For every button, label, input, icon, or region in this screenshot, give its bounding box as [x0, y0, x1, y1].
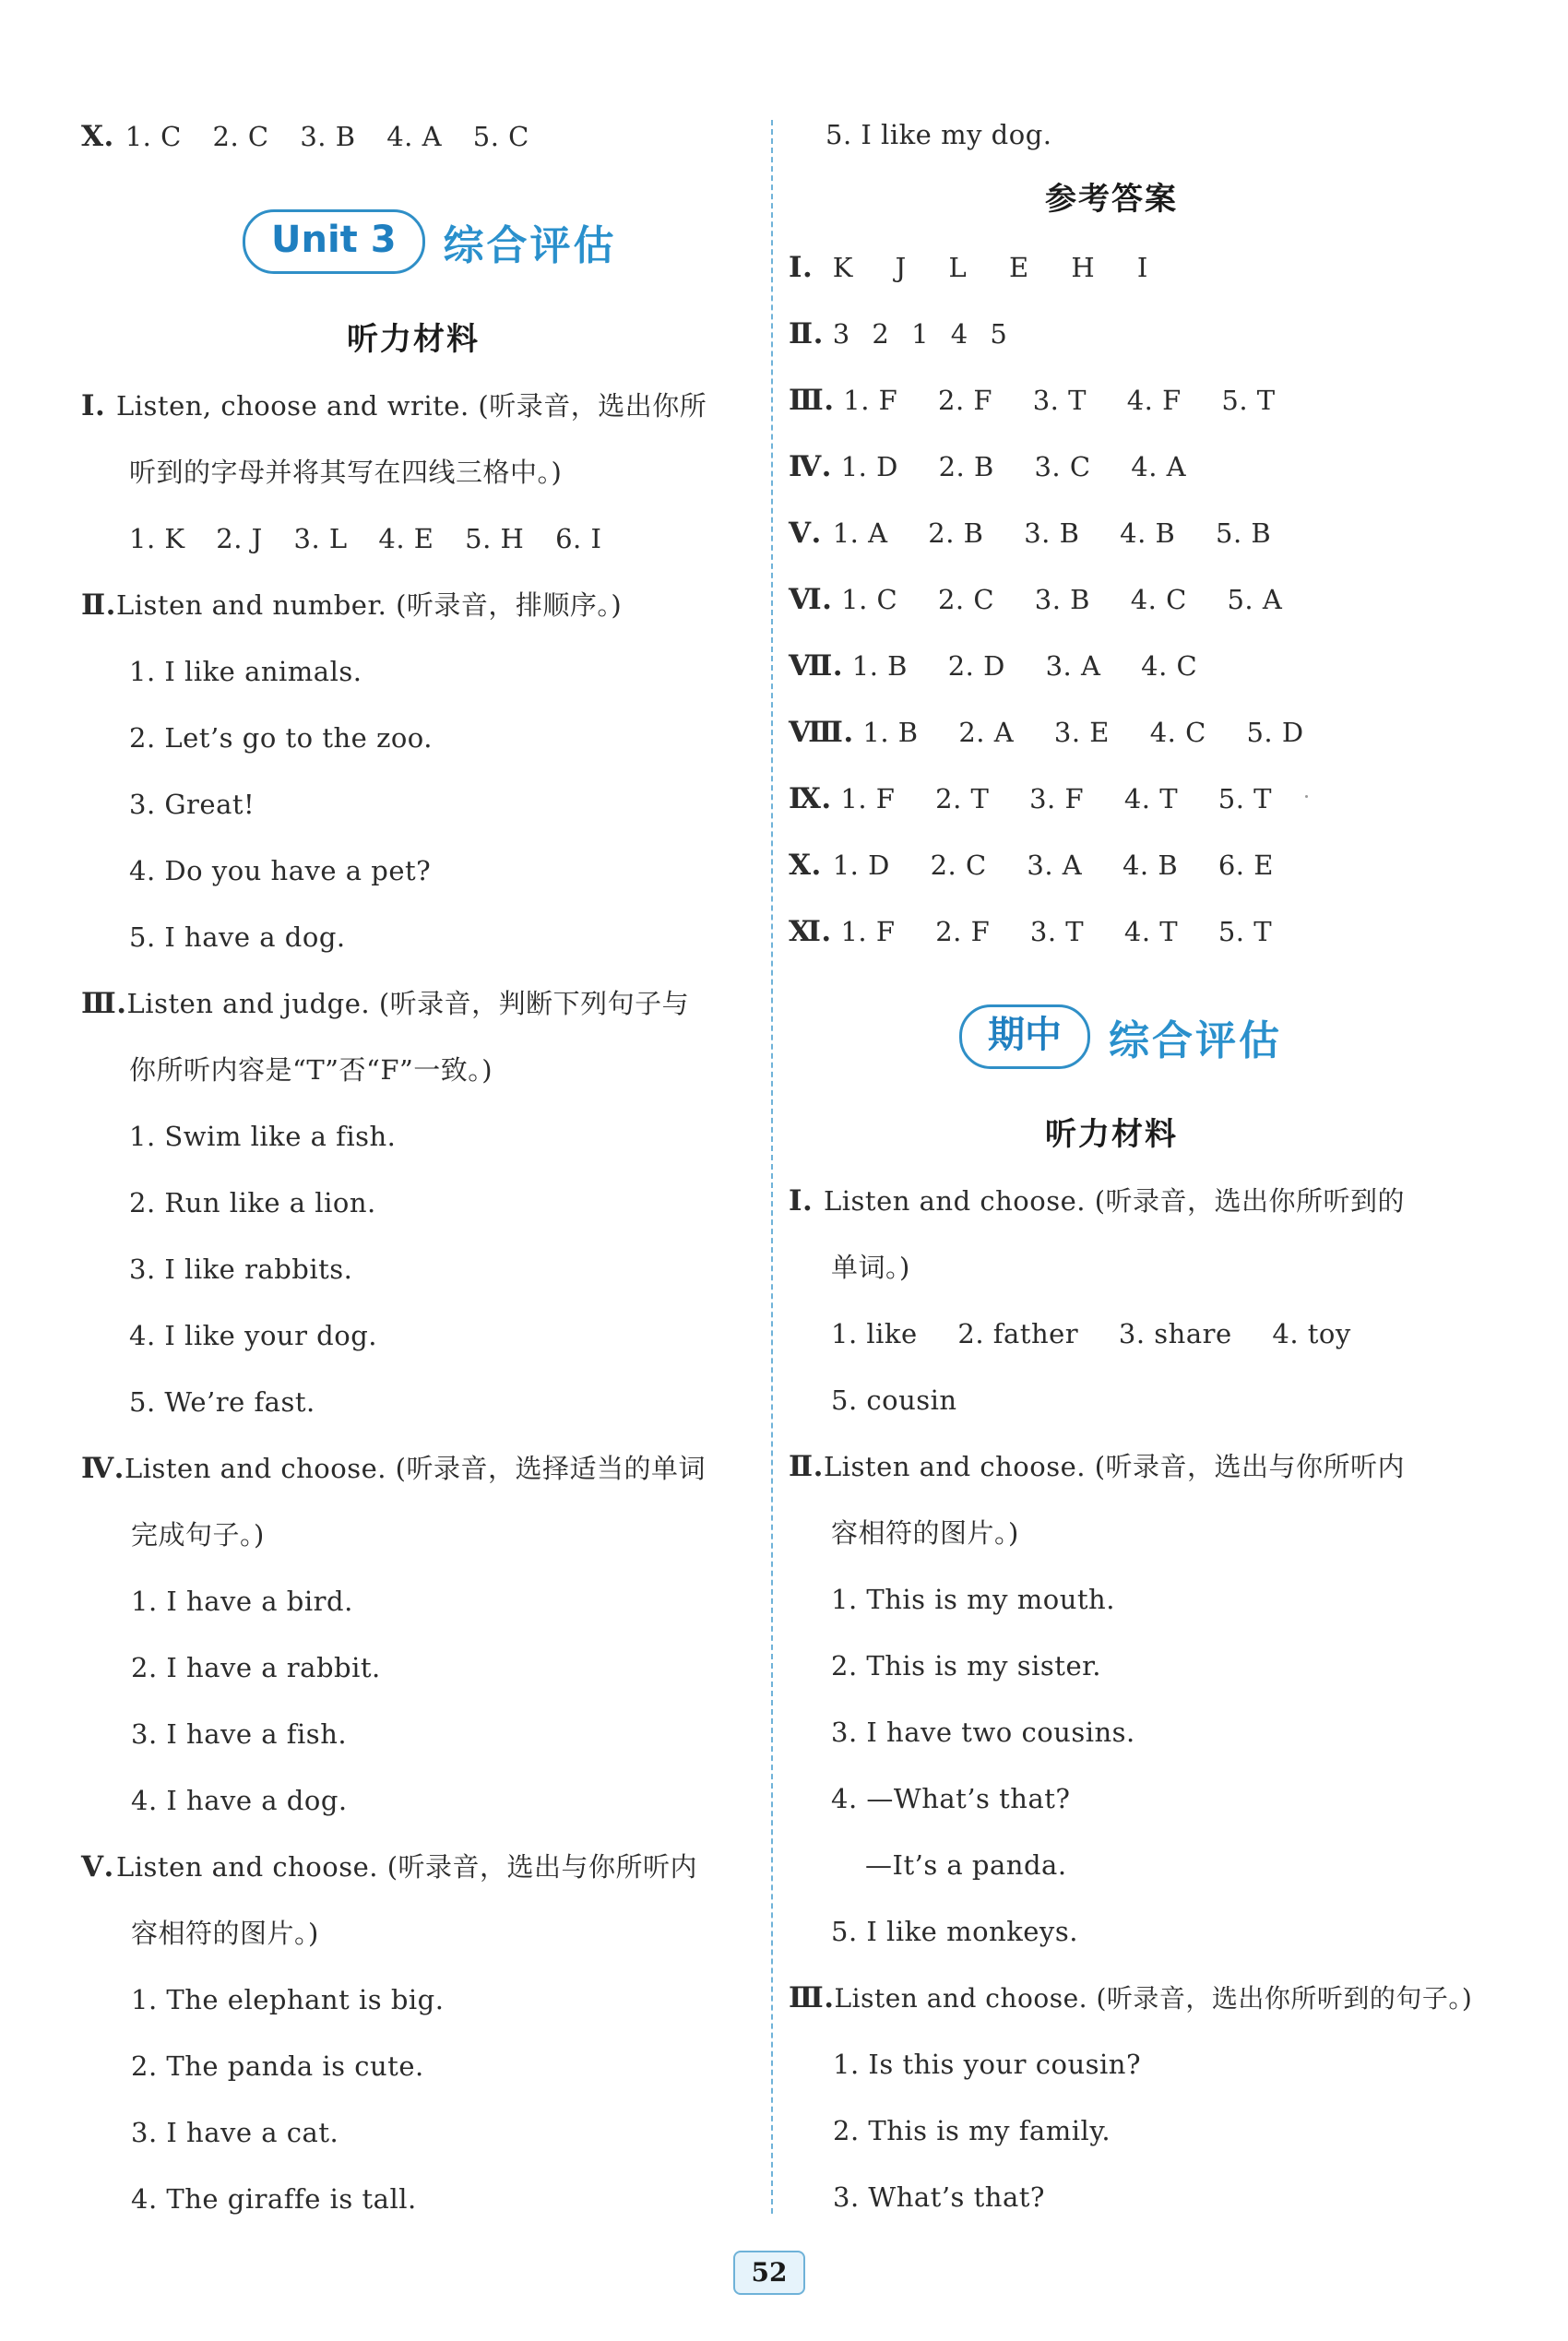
answer-item: 1. B [851, 650, 908, 682]
section-heading [789, 1972, 1472, 2024]
list-item: 2. Run like a lion. [129, 1187, 376, 1218]
page-number: 52 [733, 2251, 805, 2295]
instruction-text: 容相符的图片。) [831, 1517, 1019, 1549]
list-item: 5. I have a dog. [129, 921, 346, 953]
roman-numeral: Ⅱ. [789, 317, 824, 351]
roman-numeral: Ⅶ. [789, 649, 844, 683]
letter-row [129, 513, 624, 564]
roman-numeral: Ⅹ. [789, 849, 822, 882]
answer-item: 2. B [928, 517, 984, 549]
listening-heading: 听力材料 [347, 321, 480, 358]
answer-item: 3. B [1024, 517, 1080, 549]
list-item: 4. The giraffe is tall. [131, 2183, 417, 2215]
answer-item: 2. C [937, 584, 995, 615]
sequence-number: 5 [990, 318, 1008, 350]
answer-item: 2. B [938, 451, 994, 482]
list-item: 5. We’re fast. [129, 1386, 315, 1418]
section-heading [789, 1175, 1405, 1227]
list-item: 2. This is my sister. [831, 1650, 1102, 1681]
section-heading [81, 380, 707, 432]
instruction-text: Listen and choose. (听录音，选出你所听到的句子。) [834, 1983, 1473, 2014]
instruction-text: 完成句子。) [131, 1519, 265, 1551]
section-heading [789, 1441, 1405, 1492]
instruction-text: Listen and judge. (听录音，判断下列句子与 [126, 988, 690, 1019]
list-item: 3. I have a cat. [131, 2117, 339, 2148]
answer-row-7 [789, 640, 1229, 692]
answer-item: 6. I [555, 523, 602, 554]
list-item: 1. Swim like a fish. [129, 1121, 397, 1152]
section-heading [81, 1841, 697, 1893]
roman-numeral: Ⅳ. [789, 450, 832, 483]
list-item: 1. This is my mouth. [831, 1584, 1115, 1615]
answer-item: 4. E [378, 523, 434, 554]
answer-letter: K [832, 252, 853, 283]
roman-numeral: Ⅰ. [789, 251, 814, 284]
roman-numeral: Ⅲ. [789, 1981, 835, 2014]
answer-item: 1. A [832, 517, 888, 549]
list-item: 1. The elephant is big. [131, 1984, 445, 2015]
unit-pill: 期中 [959, 1004, 1090, 1069]
answer-item: 1. C [125, 121, 182, 152]
answer-item: 5. T [1218, 783, 1273, 814]
instruction-text: Listen, choose and write. (听录音，选出你所 [116, 390, 707, 422]
section-heading [81, 978, 689, 1029]
column-divider [771, 120, 773, 2214]
answer-item: 1. F [840, 783, 896, 814]
answer-item: 1. K [129, 523, 185, 554]
roman-numeral: Ⅴ. [789, 517, 822, 550]
answer-item: 4. F [1126, 385, 1182, 416]
answer-item: 3. share [1118, 1318, 1232, 1349]
instruction-text: 听到的字母并将其写在四线三格中。) [129, 457, 563, 488]
list-item: 3. I have two cousins. [831, 1717, 1135, 1748]
section-title: 综合评估 [443, 222, 617, 269]
answer-item: 1. C [841, 584, 898, 615]
answer-item: 2. C [212, 121, 269, 152]
answer-row-3 [789, 374, 1307, 426]
answer-item: 2. J [216, 523, 263, 554]
answer-item: 4. T [1123, 783, 1179, 814]
answer-row-9 [789, 773, 1303, 825]
instruction-text: Listen and choose. (听录音，选出你所听到的 [824, 1185, 1406, 1217]
roman-numeral: Ⅱ. [81, 588, 116, 622]
roman-numeral: Ⅵ. [789, 583, 833, 616]
list-item: 4. I like your dog. [129, 1320, 377, 1351]
answer-item: 3. F [1029, 783, 1085, 814]
list-item: 1. I like animals. [129, 656, 362, 687]
roman-numeral: Ⅷ. [789, 716, 854, 749]
answer-item: 2. F [935, 916, 991, 947]
answer-item: 4. B [1120, 517, 1176, 549]
section-title: 综合评估 [1109, 1017, 1282, 1064]
answer-item: 2. T [935, 783, 990, 814]
roman-numeral: Ⅸ. [789, 782, 832, 815]
list-item: 4. Do you have a pet? [129, 855, 432, 886]
list-item: 2. The panda is cute. [131, 2050, 424, 2082]
answer-item: 4. T [1123, 916, 1179, 947]
answer-item: 3. B [300, 121, 356, 152]
answer-row-10 [789, 839, 1305, 891]
answer-item: 4. C [1149, 717, 1206, 748]
answer-item: 4. A [1131, 451, 1187, 482]
answer-item: 2. C [930, 850, 987, 881]
instruction-text: Listen and choose. (听录音，选择适当的单词 [124, 1453, 706, 1484]
answer-letter: L [948, 252, 968, 283]
answer-item: 3. B [1034, 584, 1090, 615]
answer-item: 3. A [1027, 850, 1083, 881]
sequence-number: 4 [950, 318, 968, 350]
answer-item: 5. C [472, 121, 529, 152]
listening-heading: 听力材料 [1045, 1116, 1178, 1153]
roman-numeral: Ⅹ. [81, 120, 114, 153]
list-item: 3. Great! [129, 789, 255, 820]
list-item: 2. Let’s go to the zoo. [129, 722, 433, 754]
list-item: 4. —What’s that? [831, 1783, 1071, 1814]
answer-item: 3. A [1045, 650, 1101, 682]
answer-item: 4. C [1130, 584, 1187, 615]
list-item: 1. Is this your cousin? [833, 2049, 1142, 2080]
answer-item: 4. A [386, 121, 443, 152]
midterm-banner [959, 1000, 1282, 1074]
sequence-number: 1 [911, 318, 930, 350]
answer-row-11 [789, 906, 1303, 957]
answer-item: 5. D [1246, 717, 1304, 748]
answer-item: 5. T [1221, 385, 1276, 416]
answer-item: 3. C [1034, 451, 1091, 482]
roman-numeral: Ⅴ. [81, 1850, 114, 1883]
list-item: 1. I have a bird. [131, 1586, 353, 1617]
answer-row-5 [789, 507, 1302, 559]
list-item: 3. I have a fish. [131, 1718, 348, 1750]
answer-letter: J [895, 252, 907, 283]
answer-item: 4. C [1141, 650, 1198, 682]
instruction-text: Listen and choose. (听录音，选出与你所听内 [116, 1851, 698, 1883]
roman-numeral: Ⅺ. [789, 915, 832, 948]
instruction-text: 单词。) [831, 1252, 910, 1283]
section-heading [81, 1443, 706, 1494]
roman-numeral: Ⅰ. [81, 389, 106, 422]
roman-numeral: Ⅲ. [81, 987, 127, 1020]
answer-letter: H [1071, 252, 1096, 283]
roman-numeral: Ⅰ. [789, 1184, 814, 1218]
answers-heading: 参考答案 [1045, 181, 1178, 218]
answer-item: 3. T [1029, 916, 1085, 947]
answer-item: 1. F [843, 385, 898, 416]
answer-item: 1. D [840, 451, 898, 482]
answer-row-2 [789, 308, 1020, 360]
answer-item: 4. B [1122, 850, 1179, 881]
list-item: 5. cousin [831, 1384, 957, 1416]
answer-item: 5. T [1218, 916, 1273, 947]
instruction-text: 容相符的图片。) [131, 1918, 319, 1949]
answer-item: 6. E [1218, 850, 1274, 881]
sequence-number: 2 [872, 318, 890, 350]
answer-item: 2. father [957, 1318, 1079, 1349]
word-row [831, 1308, 1383, 1360]
answer-item: 5. H [465, 523, 525, 554]
instruction-text: Listen and number. (听录音，排顺序。) [116, 589, 623, 621]
answer-item: 1. like [831, 1318, 918, 1349]
roman-numeral: Ⅲ. [789, 384, 835, 417]
answer-item: 2. F [938, 385, 993, 416]
roman-numeral: Ⅱ. [789, 1450, 824, 1483]
list-item: 4. I have a dog. [131, 1785, 348, 1816]
unit3-banner [243, 205, 617, 279]
sequence-number: 3 [832, 318, 850, 350]
instruction-text: 你所听内容是“T”否“F”一致。) [129, 1054, 493, 1086]
answer-item: 3. L [293, 523, 348, 554]
answer-row-6 [789, 574, 1313, 625]
section-heading [81, 579, 622, 631]
instruction-text: Listen and choose. (听录音，选出与你所听内 [824, 1451, 1406, 1482]
unit-pill: Unit 3 [243, 209, 425, 274]
answer-item: 3. E [1053, 717, 1110, 748]
answer-item: 2. A [958, 717, 1015, 748]
list-item: 3. I like rabbits. [129, 1254, 353, 1285]
list-item: 2. I have a rabbit. [131, 1652, 381, 1683]
list-item: 5. I like monkeys. [831, 1916, 1078, 1947]
answer-letter: I [1136, 252, 1148, 283]
list-item: 3. What’s that? [833, 2181, 1045, 2213]
answer-item: 1. D [832, 850, 890, 881]
answer-letter: E [1008, 252, 1029, 283]
list-item: 2. This is my family. [833, 2115, 1111, 2146]
answer-item: 5. B [1216, 517, 1272, 549]
answer-item: 1. B [862, 717, 919, 748]
answer-row-1 [789, 242, 1182, 293]
roman-numeral: Ⅳ. [81, 1452, 125, 1485]
answer-row-x [81, 111, 552, 162]
answer-item: 4. toy [1272, 1318, 1351, 1349]
answer-item: 1. F [840, 916, 896, 947]
answer-item: 3. T [1032, 385, 1087, 416]
decorative-dot [1305, 795, 1308, 798]
list-item: —It’s a panda. [865, 1849, 1067, 1881]
answer-row-8 [789, 707, 1336, 758]
answer-row-4 [789, 441, 1218, 493]
list-item: 5. I like my dog. [826, 119, 1052, 150]
answer-item: 5. A [1227, 584, 1283, 615]
answer-item: 2. D [947, 650, 1005, 682]
